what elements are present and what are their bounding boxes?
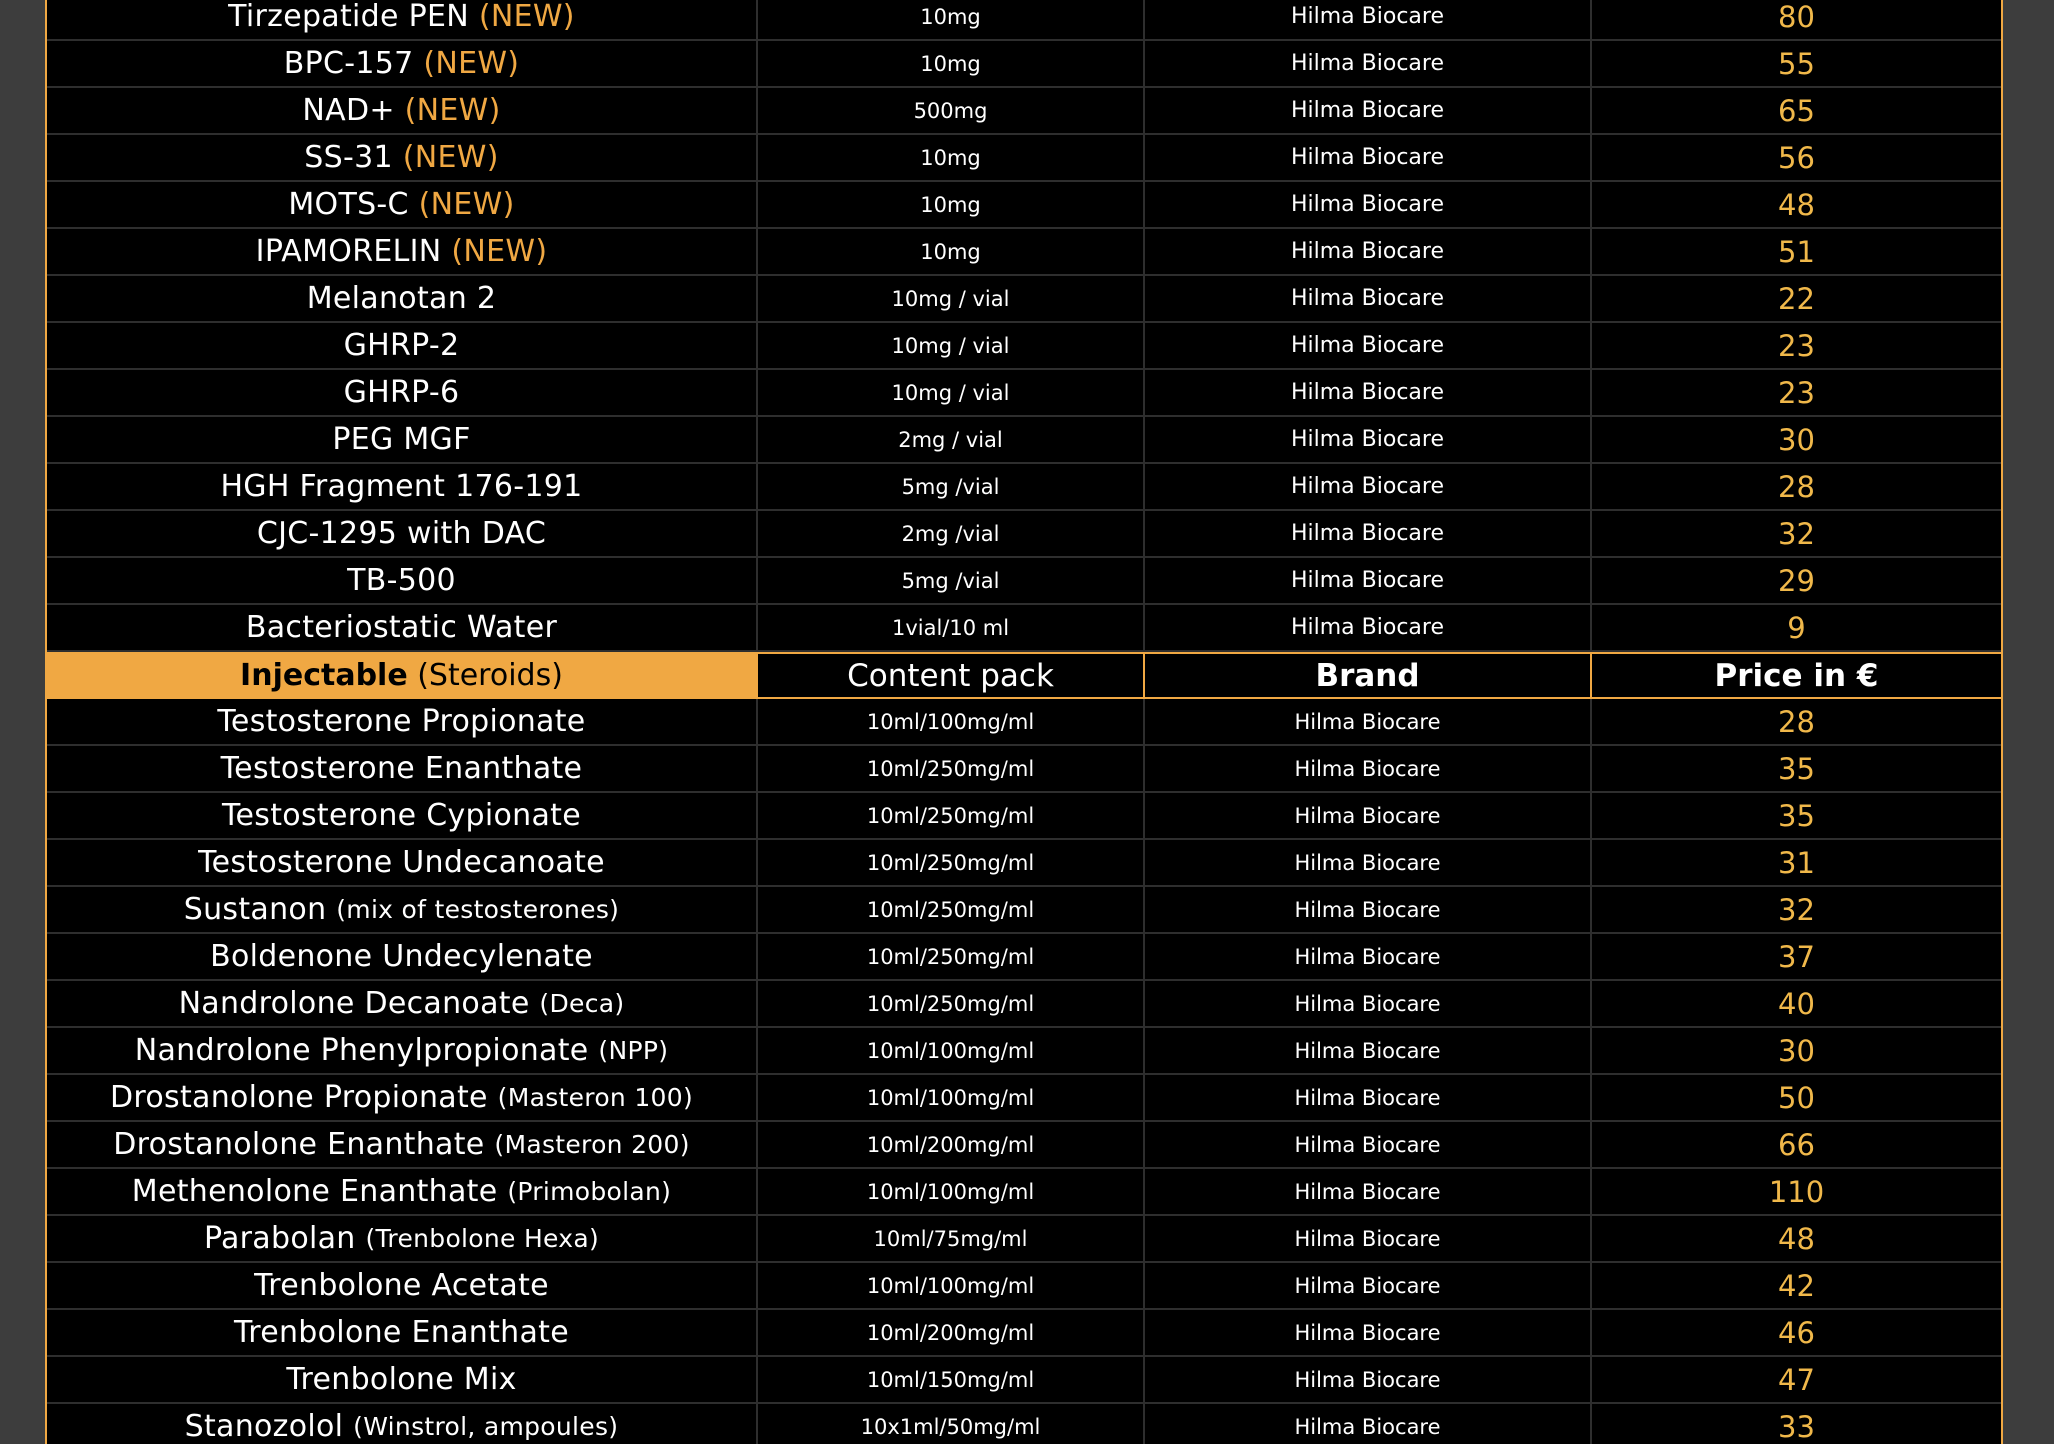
product-name: Tirzepatide PEN (228, 0, 469, 34)
product-name: TB-500 (347, 563, 456, 598)
content-pack-cell: 10mg (756, 182, 1143, 227)
product-name-cell (47, 934, 756, 979)
brand-cell: Hilma Biocare (1143, 840, 1590, 885)
price-cell: 31 (1590, 840, 2001, 885)
price-cell: 65 (1590, 88, 2001, 133)
content-pack-cell: 10ml/250mg/ml (756, 934, 1143, 979)
content-pack-cell: 10ml/250mg/ml (756, 887, 1143, 932)
content-pack-cell: 10ml/250mg/ml (756, 793, 1143, 838)
product-alias: (mix of testosterones) (336, 895, 620, 924)
product-name-cell (47, 41, 756, 86)
table-row (47, 1357, 2001, 1404)
content-pack-cell: 10mg / vial (756, 370, 1143, 415)
product-name-cell (47, 1263, 756, 1308)
table-row (47, 1075, 2001, 1122)
brand-cell: Hilma Biocare (1143, 746, 1590, 791)
brand-cell: Hilma Biocare (1143, 793, 1590, 838)
price-table (45, 0, 2003, 1444)
product-name: Stanozolol (184, 1409, 344, 1444)
price-cell: 33 (1590, 1404, 2001, 1444)
product-name-cell (47, 1169, 756, 1214)
section-header-row (47, 652, 2001, 699)
price-cell: 23 (1590, 370, 2001, 415)
product-name-cell (47, 276, 756, 321)
content-pack-cell: 1vial/10 ml (756, 605, 1143, 650)
price-cell: 35 (1590, 793, 2001, 838)
content-pack-cell: 10ml/250mg/ml (756, 981, 1143, 1026)
table-row (47, 323, 2001, 370)
table-row (47, 88, 2001, 135)
product-name-cell (47, 1357, 756, 1402)
table-row (47, 370, 2001, 417)
table-row (47, 981, 2001, 1028)
product-name: Melanotan 2 (306, 281, 497, 316)
price-cell: 110 (1590, 1169, 2001, 1214)
product-name: NAD+ (302, 93, 395, 128)
content-pack-cell: 500mg (756, 88, 1143, 133)
table-row (47, 746, 2001, 793)
product-alias: (Deca) (539, 989, 625, 1018)
price-cell: 23 (1590, 323, 2001, 368)
product-name: SS-31 (304, 140, 393, 175)
content-pack-cell: 10mg (756, 229, 1143, 274)
brand-cell: Hilma Biocare (1143, 135, 1590, 180)
new-badge: (NEW) (451, 234, 548, 269)
product-name-cell (47, 182, 756, 227)
brand-cell: Hilma Biocare (1143, 41, 1590, 86)
brand-cell: Hilma Biocare (1143, 1028, 1590, 1073)
brand-cell: Hilma Biocare (1143, 1357, 1590, 1402)
price-cell: 28 (1590, 699, 2001, 744)
price-cell: 35 (1590, 746, 2001, 791)
table-row (47, 1216, 2001, 1263)
new-badge: (NEW) (402, 140, 499, 175)
content-pack-cell: 5mg /vial (756, 558, 1143, 603)
content-pack-cell: 10ml/200mg/ml (756, 1122, 1143, 1167)
brand-cell: Hilma Biocare (1143, 558, 1590, 603)
brand-cell: Hilma Biocare (1143, 417, 1590, 462)
content-pack-cell: 2mg /vial (756, 511, 1143, 556)
table-row (47, 1122, 2001, 1169)
content-pack-cell: 10ml/100mg/ml (756, 1028, 1143, 1073)
price-cell: 32 (1590, 887, 2001, 932)
product-name: Parabolan (203, 1221, 356, 1256)
brand-cell: Hilma Biocare (1143, 981, 1590, 1026)
product-name: Drostanolone Propionate (109, 1080, 488, 1115)
brand-cell: Hilma Biocare (1143, 323, 1590, 368)
table-row (47, 605, 2001, 652)
brand-cell: Hilma Biocare (1143, 699, 1590, 744)
table-row (47, 699, 2001, 746)
brand-header: Brand (1143, 654, 1590, 697)
product-alias: (Primobolan) (507, 1177, 672, 1206)
product-alias: (Masteron 200) (494, 1130, 690, 1159)
price-cell: 28 (1590, 464, 2001, 509)
price-cell: 30 (1590, 1028, 2001, 1073)
product-name: Testosterone Cypionate (222, 798, 581, 833)
price-cell: 55 (1590, 41, 2001, 86)
product-name: Drostanolone Enanthate (113, 1127, 485, 1162)
price-cell: 40 (1590, 981, 2001, 1026)
table-row (47, 182, 2001, 229)
product-name-cell (47, 1028, 756, 1073)
table-row (47, 1169, 2001, 1216)
brand-cell: Hilma Biocare (1143, 1310, 1590, 1355)
table-row (47, 276, 2001, 323)
product-name-cell (47, 88, 756, 133)
table-row (47, 793, 2001, 840)
table-row (47, 1028, 2001, 1075)
product-name: Boldenone Undecylenate (210, 939, 593, 974)
brand-cell: Hilma Biocare (1143, 0, 1590, 39)
content-pack-cell: 5mg /vial (756, 464, 1143, 509)
price-cell: 32 (1590, 511, 2001, 556)
content-pack-cell: 2mg / vial (756, 417, 1143, 462)
price-cell: 56 (1590, 135, 2001, 180)
content-pack-cell: 10ml/100mg/ml (756, 1075, 1143, 1120)
price-cell: 22 (1590, 276, 2001, 321)
brand-cell: Hilma Biocare (1143, 182, 1590, 227)
product-name-cell (47, 323, 756, 368)
content-pack-header: Content pack (756, 654, 1143, 697)
brand-cell: Hilma Biocare (1143, 934, 1590, 979)
price-header: Price in € (1590, 654, 2001, 697)
product-name-cell (47, 1075, 756, 1120)
new-badge: (NEW) (423, 46, 520, 81)
table-row (47, 229, 2001, 276)
product-alias: (Masteron 100) (497, 1083, 693, 1112)
price-cell: 30 (1590, 417, 2001, 462)
product-name: Trenbolone Mix (286, 1362, 517, 1397)
new-badge: (NEW) (404, 93, 501, 128)
content-pack-cell: 10ml/250mg/ml (756, 746, 1143, 791)
brand-cell: Hilma Biocare (1143, 1216, 1590, 1261)
product-name: Testosterone Undecanoate (198, 845, 605, 880)
price-cell: 51 (1590, 229, 2001, 274)
content-pack-cell: 10mg / vial (756, 323, 1143, 368)
content-pack-cell: 10ml/250mg/ml (756, 840, 1143, 885)
product-name: HGH Fragment 176-191 (220, 469, 583, 504)
product-name-cell (47, 1122, 756, 1167)
content-pack-cell: 10mg (756, 135, 1143, 180)
product-name-cell (47, 746, 756, 791)
table-row (47, 558, 2001, 605)
product-name: Trenbolone Acetate (254, 1268, 549, 1303)
product-alias: (Trenbolone Hexa) (365, 1224, 600, 1253)
table-row (47, 934, 2001, 981)
price-cell: 80 (1590, 0, 2001, 39)
product-name: GHRP-2 (343, 328, 460, 363)
brand-cell: Hilma Biocare (1143, 887, 1590, 932)
brand-cell: Hilma Biocare (1143, 511, 1590, 556)
product-name: PEG MGF (332, 422, 471, 457)
table-row (47, 887, 2001, 934)
price-cell: 37 (1590, 934, 2001, 979)
product-alias: (Winstrol, ampoules) (353, 1412, 619, 1441)
product-name: Trenbolone Enanthate (234, 1315, 569, 1350)
brand-cell: Hilma Biocare (1143, 1075, 1590, 1120)
content-pack-cell: 10mg (756, 0, 1143, 39)
content-pack-cell: 10ml/150mg/ml (756, 1357, 1143, 1402)
category-title: Injectable (240, 658, 408, 693)
brand-cell: Hilma Biocare (1143, 1404, 1590, 1444)
content-pack-cell: 10mg / vial (756, 276, 1143, 321)
product-name: Nandrolone Phenylpropionate (134, 1033, 589, 1068)
price-cell: 48 (1590, 1216, 2001, 1261)
table-row (47, 511, 2001, 558)
price-cell: 48 (1590, 182, 2001, 227)
content-pack-cell: 10x1ml/50mg/ml (756, 1404, 1143, 1444)
table-row (47, 0, 2001, 41)
content-pack-cell: 10ml/75mg/ml (756, 1216, 1143, 1261)
product-alias: (NPP) (598, 1036, 669, 1065)
product-name-cell (47, 464, 756, 509)
brand-cell: Hilma Biocare (1143, 1169, 1590, 1214)
product-name-cell (47, 887, 756, 932)
brand-cell: Hilma Biocare (1143, 464, 1590, 509)
product-name: Methenolone Enanthate (131, 1174, 498, 1209)
content-pack-cell: 10ml/200mg/ml (756, 1310, 1143, 1355)
brand-cell: Hilma Biocare (1143, 1122, 1590, 1167)
table-row (47, 1310, 2001, 1357)
product-name: IPAMORELIN (255, 234, 442, 269)
brand-cell: Hilma Biocare (1143, 1263, 1590, 1308)
product-name-cell (47, 558, 756, 603)
table-row (47, 41, 2001, 88)
product-name-cell (47, 135, 756, 180)
content-pack-cell: 10mg (756, 41, 1143, 86)
product-name-cell (47, 840, 756, 885)
category-header (47, 654, 756, 697)
product-name: Sustanon (183, 892, 327, 927)
product-name: CJC-1295 with DAC (256, 516, 547, 551)
price-cell: 66 (1590, 1122, 2001, 1167)
brand-cell: Hilma Biocare (1143, 88, 1590, 133)
table-row (47, 464, 2001, 511)
price-cell: 46 (1590, 1310, 2001, 1355)
category-subtitle: (Steroids) (417, 658, 563, 693)
product-name: Testosterone Propionate (217, 704, 586, 739)
new-badge: (NEW) (418, 187, 515, 222)
product-name: Nandrolone Decanoate (178, 986, 530, 1021)
price-cell: 42 (1590, 1263, 2001, 1308)
price-cell: 29 (1590, 558, 2001, 603)
brand-cell: Hilma Biocare (1143, 605, 1590, 650)
table-row (47, 417, 2001, 464)
table-row (47, 135, 2001, 182)
product-name-cell (47, 417, 756, 462)
product-name-cell (47, 511, 756, 556)
brand-cell: Hilma Biocare (1143, 276, 1590, 321)
product-name: Bacteriostatic Water (245, 610, 558, 645)
product-name: Testosterone Enanthate (220, 751, 583, 786)
product-name-cell (47, 1310, 756, 1355)
product-name: MOTS-C (288, 187, 409, 222)
content-pack-cell: 10ml/100mg/ml (756, 1263, 1143, 1308)
price-cell: 9 (1590, 605, 2001, 650)
table-row (47, 1263, 2001, 1310)
product-name-cell (47, 1216, 756, 1261)
product-name-cell (47, 699, 756, 744)
table-row (47, 1404, 2001, 1444)
product-name-cell (47, 981, 756, 1026)
price-cell: 50 (1590, 1075, 2001, 1120)
brand-cell: Hilma Biocare (1143, 370, 1590, 415)
product-name-cell (47, 605, 756, 650)
product-name-cell (47, 229, 756, 274)
content-pack-cell: 10ml/100mg/ml (756, 1169, 1143, 1214)
product-name: GHRP-6 (343, 375, 460, 410)
product-name-cell (47, 370, 756, 415)
table-row (47, 840, 2001, 887)
product-name-cell (47, 0, 756, 39)
price-cell: 47 (1590, 1357, 2001, 1402)
brand-cell: Hilma Biocare (1143, 229, 1590, 274)
new-badge: (NEW) (478, 0, 575, 34)
product-name-cell (47, 793, 756, 838)
product-name-cell (47, 1404, 756, 1444)
content-pack-cell: 10ml/100mg/ml (756, 699, 1143, 744)
product-name: BPC-157 (283, 46, 414, 81)
